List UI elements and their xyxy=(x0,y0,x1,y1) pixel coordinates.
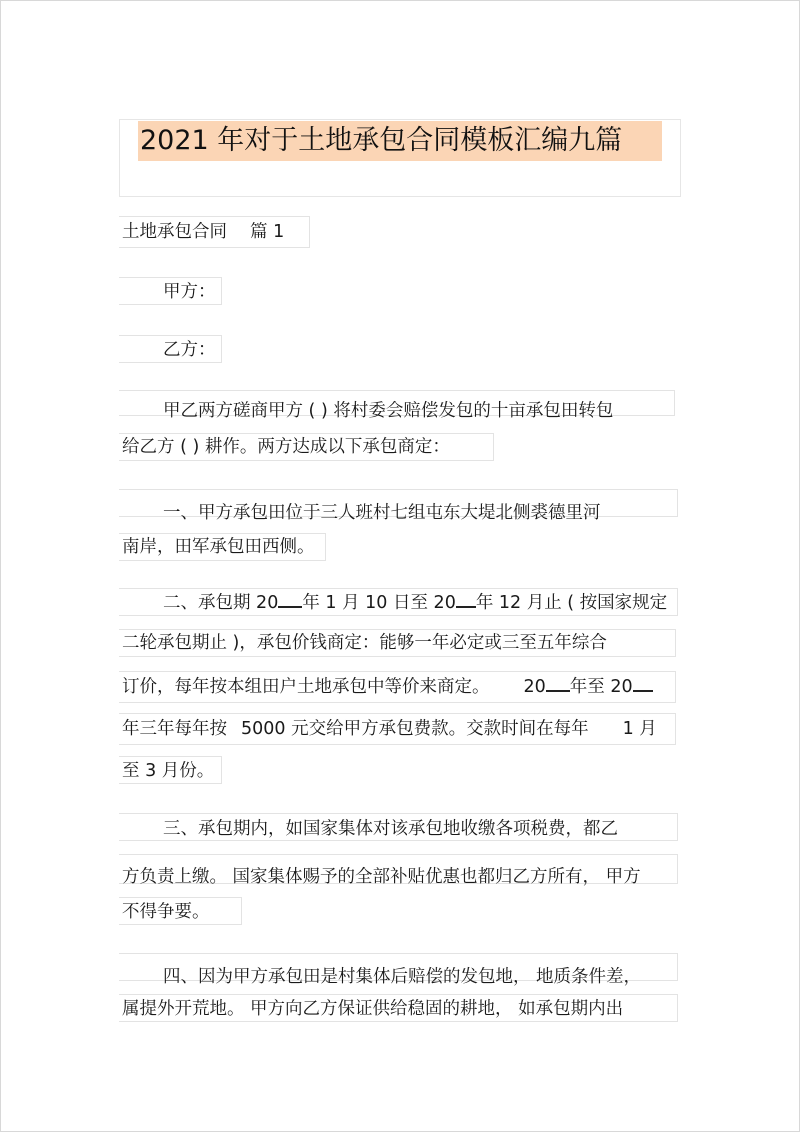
text-run: 20 xyxy=(523,677,546,697)
text-run: 年 1 月 10 日至 20 xyxy=(302,593,456,613)
paragraph-line: 至 3 月份。 xyxy=(122,761,215,781)
paragraph-line xyxy=(122,717,657,741)
paragraph-line: 四、因为甲方承包田是村集体后赔偿的发包地， 地质条件差， xyxy=(163,967,642,987)
paragraph-line xyxy=(122,675,653,699)
blank-underline xyxy=(633,676,653,692)
blank-underline xyxy=(456,592,476,608)
text-run: 订价，每年按本组田户土地承包中等价来商定。 xyxy=(122,677,490,697)
section-heading: 土地承包合同 篇 1 xyxy=(122,222,285,242)
party-a-label: 甲方： xyxy=(163,282,216,302)
paragraph-line: 给乙方 ( ) 耕作。两方达成以下承包商定： xyxy=(122,437,450,457)
text-run: 年 12 月止 ( 按国家规定 xyxy=(475,593,668,613)
title-frame xyxy=(119,119,681,197)
text-run: 年三年每年按 xyxy=(122,719,227,739)
blank-underline xyxy=(546,676,570,692)
paragraph-line: 方负责上缴。 国家集体赐予的全部补贴优惠也都归乙方所有， 甲方 xyxy=(122,867,641,887)
text-run: 二、承包期 20 xyxy=(163,593,279,613)
paragraph-line: 甲乙两方磋商甲方 ( ) 将村委会赔偿发包的十亩承包田转包 xyxy=(163,401,614,421)
paragraph-line: 不得争要。 xyxy=(122,902,210,922)
paragraph-line: 属提外开荒地。 甲方向乙方保证供给稳固的耕地， 如承包期内出 xyxy=(122,999,624,1019)
document-title: 2021 年对于土地承包合同模板汇编九篇 xyxy=(138,121,662,161)
blank-underline xyxy=(278,592,302,608)
text-run: 年至 20 xyxy=(569,677,633,697)
text-run: 1 月 xyxy=(622,719,657,739)
paragraph-line xyxy=(163,591,667,615)
paragraph-line: 三、承包期内，如国家集体对该承包地收缴各项税费，都乙 xyxy=(163,819,618,839)
paragraph-line: 二轮承包期止 )，承包价钱商定：能够一年必定或三至五年综合 xyxy=(122,633,607,653)
paragraph-line: 一、甲方承包田位于三人班村七组屯东大堤北侧裘德里河 xyxy=(163,503,601,523)
text-run: 5000 元交给甲方承包费款。交款时间在每年 xyxy=(241,719,589,739)
party-b-label: 乙方： xyxy=(163,340,216,360)
paragraph-line: 南岸，田军承包田西侧。 xyxy=(122,537,315,557)
